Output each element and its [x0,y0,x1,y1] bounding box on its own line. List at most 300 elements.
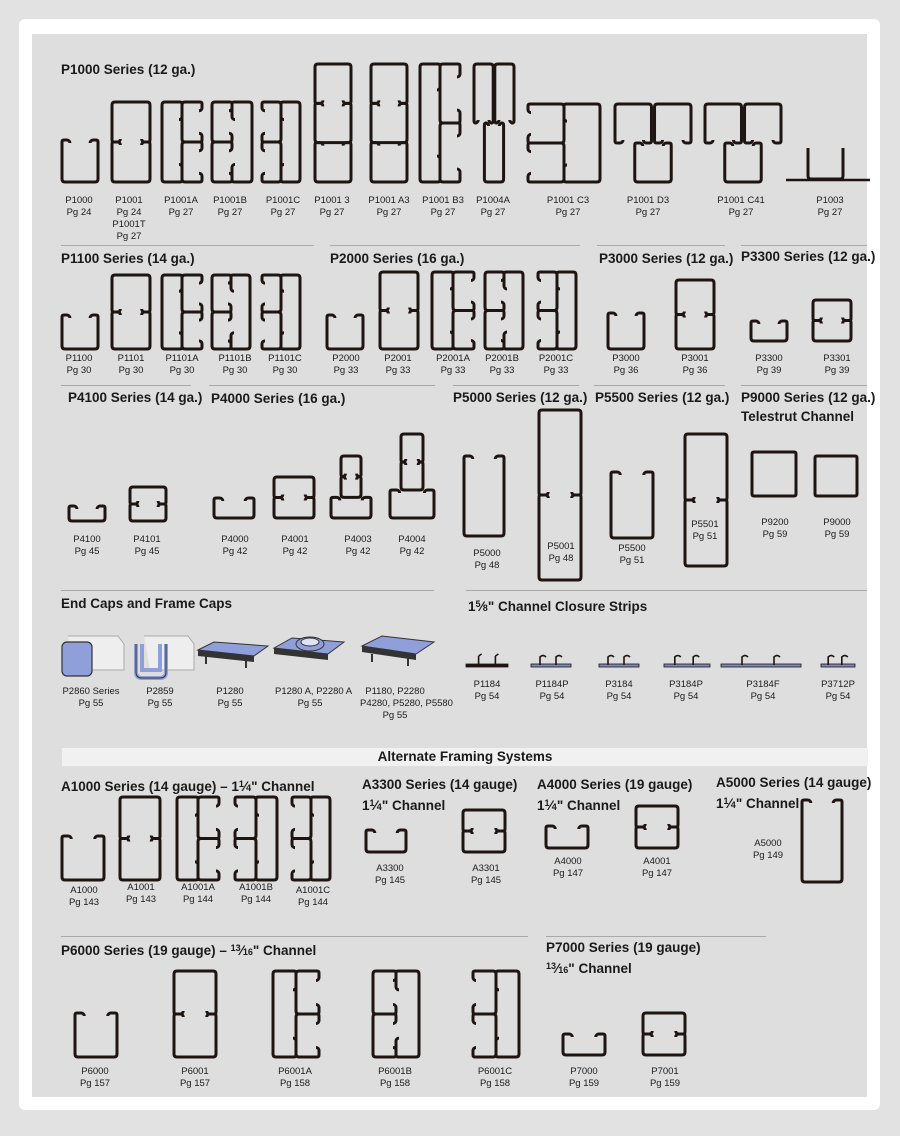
channel-stroke [528,143,564,182]
channel-stroke [636,827,678,848]
p3000-series-heading: P3000 Series (12 ga.) [599,251,734,266]
page-ref: Pg 27 [116,231,142,242]
closure-strip-diagram [599,651,639,669]
page-ref: Pg 27 [376,207,402,218]
channel-profile-svg [380,272,418,349]
channel-stroke [231,275,250,349]
part-label-p1000-9 [458,195,528,219]
closure-strip-diagram [821,651,855,669]
part-label-p7000-1 [549,1066,619,1090]
channel-profile-svg [262,275,300,349]
page-ref: Pg 30 [118,365,144,376]
channel-stroke [212,312,231,349]
part-number: A3300 [376,863,404,874]
channel-profile-diagram [162,102,202,182]
channel-stroke [373,1014,396,1057]
channel-stroke [380,272,418,311]
channel-stroke [802,800,842,882]
channel-profile-diagram [611,472,653,538]
channel-stroke [563,1034,605,1055]
part-label-p6000-4 [360,1066,430,1090]
channel-stroke [463,831,505,852]
channel-profile-svg [611,472,653,538]
p4000-series-heading: P4000 Series (16 ga.) [211,391,346,406]
channel-stroke [273,971,296,1057]
channel-stroke [311,797,330,880]
channel-stroke [608,313,644,349]
channel-profile-diagram [813,300,851,341]
p1100-series-heading: P1100 Series (14 ga.) [61,251,195,266]
channel-stroke [262,142,281,182]
channel-stroke [235,839,256,881]
channel-profile-svg [464,456,504,536]
channel-profile-diagram [371,64,407,182]
channel-profile-diagram [615,104,691,182]
part-label-endcaps-1 [56,686,126,710]
channel-stroke [232,102,252,182]
part-label-closure-6 [803,679,873,703]
page-ref: Pg 42 [222,546,248,557]
channel-stroke [174,1014,216,1057]
part-number: P1001A [164,195,198,206]
part-number: P4003 [344,534,372,545]
channel-stroke [495,64,514,123]
channel-stroke [615,104,651,143]
part-label-p3000-1 [591,353,661,377]
channel-profile-svg [327,315,363,349]
part-label-p6000-1 [60,1066,130,1090]
part-label-closure-2 [517,679,587,703]
part-label-p1000-10 [533,195,603,219]
channel-stroke [538,272,557,311]
page-ref: Pg 27 [168,207,194,218]
page-ref: Pg 54 [750,691,776,702]
channel-stroke [474,64,493,123]
separator-line [466,590,867,591]
part-number: P1180, P2280 [365,686,425,697]
channel-stroke [62,315,98,349]
channel-stroke [120,797,160,839]
channel-profile-diagram [62,836,104,880]
channel-profile-svg [751,321,787,341]
part-number: P3001 [681,353,709,364]
channel-stroke [235,797,256,839]
channel-profile-svg [235,797,277,880]
part-number: A4000 [554,856,582,867]
channel-profile-diagram [676,280,714,349]
channel-profile-svg [538,272,576,349]
separator-line [741,385,867,386]
part-number: P7001 [651,1066,679,1077]
part-number: P4004 [398,534,426,545]
endcaps-heading: End Caps and Frame Caps [61,596,233,611]
channel-profile-diagram [327,315,363,349]
part-label-p6000-3 [260,1066,330,1090]
part-label-closure-1 [452,679,522,703]
channel-stroke [212,102,232,142]
part-label-closure-4 [651,679,721,703]
channel-profile-diagram [752,452,796,496]
part-number: A5000 [754,838,782,849]
part-number: P1280 A, P2280 A [275,686,353,697]
part-label-p5000-1 [452,548,522,572]
channel-stroke [296,971,319,1014]
page-ref: Pg 55 [382,710,408,721]
channel-profile-svg [162,275,202,349]
channel-stroke [162,102,182,182]
part-number: P5000 [473,548,501,559]
channel-profile-svg [473,971,519,1057]
telestrut-channel-subheading: Telestrut Channel [741,409,855,424]
channel-stroke [440,64,460,123]
channel-stroke [62,836,104,880]
channel-profile-svg [62,836,104,880]
page-ref: Pg 147 [552,868,584,879]
channel-profile-diagram [315,64,351,182]
channel-stroke [373,971,396,1014]
channel-profile-diagram [130,487,166,521]
page-ref: Pg 157 [179,1078,211,1089]
channel-profile-diagram [262,102,300,182]
channel-stroke [401,462,423,490]
channel-profile-diagram [62,315,98,349]
page-ref: Pg 54 [606,691,632,702]
part-number: P1101B [218,353,252,364]
part-number: P4101 [133,534,161,545]
channel-profile-diagram [474,64,514,182]
channel-stroke [274,477,314,498]
channel-profile-svg [802,800,842,882]
channel-stroke [112,142,150,182]
channel-profile-svg [366,830,406,852]
part-number: A1001C [295,885,331,896]
part-label-p5500-1 [597,543,667,567]
part-number: P5501 [691,519,719,530]
channel-profile-diagram [420,64,460,182]
part-label-p6000-5 [460,1066,530,1090]
channel-stroke [485,311,504,350]
channel-profile-diagram [174,971,216,1057]
channel-profile-svg [420,64,460,182]
channel-stroke [112,275,150,312]
channel-profile-svg [813,300,851,341]
channel-stroke [262,312,281,349]
channel-profile-svg [685,434,727,566]
separator-line [741,245,867,246]
end-cap-illustration [360,634,436,670]
channel-profile-diagram [235,797,277,880]
part-number: P2001 [384,353,412,364]
page-ref: Pg 55 [217,698,243,709]
channel-stroke [112,102,150,142]
p5500-series-heading: P5500 Series (12 ga.) [595,390,730,405]
channel-profile-diagram [485,272,523,349]
channel-stroke [705,104,741,143]
page-ref: Pg 55 [297,698,323,709]
part-number: P6001A [278,1066,312,1077]
channel-profile-diagram [162,275,202,349]
part-number: P4001 [281,534,309,545]
channel-stroke [315,103,351,142]
part-label-closure-3 [584,679,654,703]
part-number: P1101 [117,353,145,364]
page-ref: Pg 27 [270,207,296,218]
channel-stroke [281,275,300,349]
page-ref: Pg 55 [78,698,104,709]
channel-stroke [504,272,523,349]
part-number: P1003 [816,195,844,206]
p7000-channel-subheading: $^{13}$⁄16" Channel [546,961,632,976]
channel-stroke [484,123,503,182]
channel-profile-svg [485,272,523,349]
part-label-p4100-2 [112,534,182,558]
channel-profile-svg [112,102,150,182]
channel-stroke [174,971,216,1014]
channel-profile-diagram [608,313,644,349]
channel-stroke [396,971,419,1057]
part-number: P1001 C41 [717,195,765,206]
part-label-p1100-5 [250,353,320,377]
separator-line [61,590,434,591]
page-ref: Pg 42 [282,546,308,557]
channel-profile-diagram [751,321,787,341]
channel-profile-diagram [463,810,505,852]
separator-line [209,385,435,386]
a5000-series-heading: A5000 Series (14 gauge) [716,775,872,790]
separator-line [330,245,580,246]
part-number: P3184F [746,679,780,690]
page-ref: Pg 27 [555,207,581,218]
part-label-endcaps-2 [125,686,195,710]
channel-profile-diagram [69,506,105,521]
closure-strips-heading: $1^5⁄8$" Channel Closure Strips [468,599,648,614]
a5000-channel-subheading: $1^1⁄4$" Channel [716,796,800,811]
p6000-series-heading: P6000 Series (19 gauge) – $^{13}$⁄16" Channel [61,943,317,958]
part-number: P2860 Series [62,686,120,697]
part-label-a1000-5 [278,885,348,909]
channel-profile-diagram [643,1013,685,1055]
channel-stroke [75,1013,117,1057]
channel-stroke [130,504,166,521]
channel-stroke [538,311,557,350]
channel-stroke [198,839,219,881]
part-label-endcaps-4 [275,686,353,710]
channel-stroke [292,839,311,881]
page-ref: Pg 59 [824,529,850,540]
part-number: P2001C [538,353,574,364]
page-ref: Pg 158 [279,1078,311,1089]
part-label-p6000-2 [160,1066,230,1090]
channel-profile-diagram [274,477,314,518]
channel-stroke [453,311,474,350]
part-number: P6001C [477,1066,513,1077]
part-number: P1100 [65,353,93,364]
channel-profile-svg [705,104,781,182]
channel-stroke [182,312,202,349]
page-ref: Pg 48 [548,553,574,564]
channel-stroke [130,487,166,504]
page-ref: Pg 42 [345,546,371,557]
page-ref: Pg 39 [824,365,850,376]
a3300-series-heading: A3300 Series (14 gauge) [362,777,518,792]
channel-profile-svg [608,313,644,349]
part-number: P1001 C3 [546,195,590,206]
page-ref: Pg 158 [379,1078,411,1089]
channel-profile-diagram [464,456,504,536]
channel-stroke [655,104,691,143]
page-ref: Pg 145 [470,875,502,886]
channel-stroke [212,142,232,182]
page-ref: Pg 24 [66,207,92,218]
page-ref: Pg 33 [385,365,411,376]
channel-stroke [341,456,361,477]
part-number: P1001C [265,195,301,206]
channel-stroke [745,104,781,143]
channel-profile-diagram [390,434,434,518]
channel-profile-svg [432,272,474,349]
part-label-a5000-1 [733,838,803,862]
channel-profile-diagram [331,456,371,518]
page-ref: Pg 158 [479,1078,511,1089]
part-number: P1184 [473,679,501,690]
channel-profile-svg [75,1013,117,1057]
part-label-p7000-2 [630,1066,700,1090]
part-number: P2001A [436,353,470,364]
channel-stroke [262,275,281,312]
channel-stroke [564,104,600,182]
part-label-closure-5 [728,679,798,703]
part-label-p9000-1 [740,517,810,541]
closure-strip-diagram [466,651,508,669]
end-cap-illustration [130,632,196,682]
page-ref: Pg 51 [619,555,645,566]
p3300-series-heading: P3300 Series (12 ga.) [741,249,876,264]
part-label-p9000-2 [802,517,872,541]
channel-stroke [315,143,351,182]
part-number: A1001 [127,882,155,893]
a3300-channel-subheading: $1^1⁄4$" Channel [362,798,446,813]
channel-stroke [420,64,440,182]
part-number: P2001B [485,353,519,364]
channel-profile-svg [174,971,216,1057]
channel-stroke [182,275,202,312]
p4100-series-heading: P4100 Series (14 ga.) [68,390,203,405]
channel-profile-diagram [292,797,330,880]
channel-stroke [546,826,588,848]
channel-profile-svg [274,477,314,518]
separator-line [61,385,191,386]
channel-profile-diagram [563,1034,605,1055]
separator-line [594,385,725,386]
channel-stroke [557,272,576,349]
page-ref: Pg 39 [756,365,782,376]
channel-profile-svg [390,434,434,518]
channel-profile-svg [214,498,254,518]
channel-stroke [611,472,653,538]
channel-stroke [371,103,407,142]
channel-profile-svg [615,104,691,182]
channel-profile-svg [62,315,98,349]
part-number: P1184P [535,679,569,690]
channel-profile-diagram [373,971,419,1057]
part-number: P1001B [213,195,247,206]
channel-stroke [401,434,423,462]
channel-profile-svg [162,102,202,182]
channel-stroke [725,143,761,182]
channel-profile-svg [636,806,678,848]
page-ref: Pg 36 [613,365,639,376]
channel-profile-diagram [546,826,588,848]
channel-stroke [212,275,231,312]
separator-line [453,385,579,386]
part-number: P3000 [612,353,640,364]
channel-profile-svg [212,102,252,182]
part-label-a3300-2 [451,863,521,887]
channel-profile-svg [463,810,505,852]
channel-stroke [432,272,453,349]
channel-profile-diagram [528,104,600,182]
channel-stroke [380,311,418,350]
part-number: P9000 [823,517,851,528]
separator-line [546,936,766,937]
channel-profile-svg [315,64,351,182]
page-ref: Pg 51 [692,531,718,542]
page-ref: Pg 55 [147,698,173,709]
part-number: P3184P [669,679,703,690]
channel-profile-diagram [538,272,576,349]
p2000-series-heading: P2000 Series (16 ga.) [330,251,465,266]
p1000-series-heading: P1000 Series (12 ga.) [61,62,196,77]
channel-profile-svg [528,104,600,182]
separator-line [61,245,314,246]
page-ref: Pg 144 [182,894,214,905]
part-label-a3300-1 [355,863,425,887]
part-number: A1001A [181,882,215,893]
channel-stroke [112,312,150,349]
part-number: P3300 [755,353,783,364]
part-number: P1101C [268,353,302,364]
channel-profile-diagram [380,272,418,349]
channel-stroke [464,456,504,536]
page-ref: Pg 27 [480,207,506,218]
channel-stroke [528,104,564,143]
page-ref: Pg 159 [568,1078,600,1089]
channel-stroke [198,797,219,839]
channel-profile-diagram [705,104,781,182]
channel-profile-diagram [75,1013,117,1057]
channel-profile-svg [474,64,514,182]
page-ref: Pg 27 [217,207,243,218]
a1000-series-heading: A1000 Series (14 gauge) – $1^1⁄4$" Channel [61,779,315,794]
channel-stroke [331,497,371,518]
channel-profile-svg [62,140,98,182]
channel-stroke [182,102,202,142]
part-number: P1101A [165,353,199,364]
part-number: P1001 B3 [422,195,464,206]
part-number: P2000 [332,353,360,364]
page-ref: Pg 149 [752,850,784,861]
channel-stroke [643,1034,685,1055]
page-ref: Pg 36 [682,365,708,376]
channel-profile-svg [212,275,250,349]
channel-stroke [262,102,281,142]
p1003-svg [786,142,870,184]
closure-strip-diagram [664,651,710,669]
catalog-panel [32,34,867,1097]
channel-stroke [120,839,160,881]
channel-profile-svg [815,456,857,496]
part-number: P2859 [146,686,174,697]
